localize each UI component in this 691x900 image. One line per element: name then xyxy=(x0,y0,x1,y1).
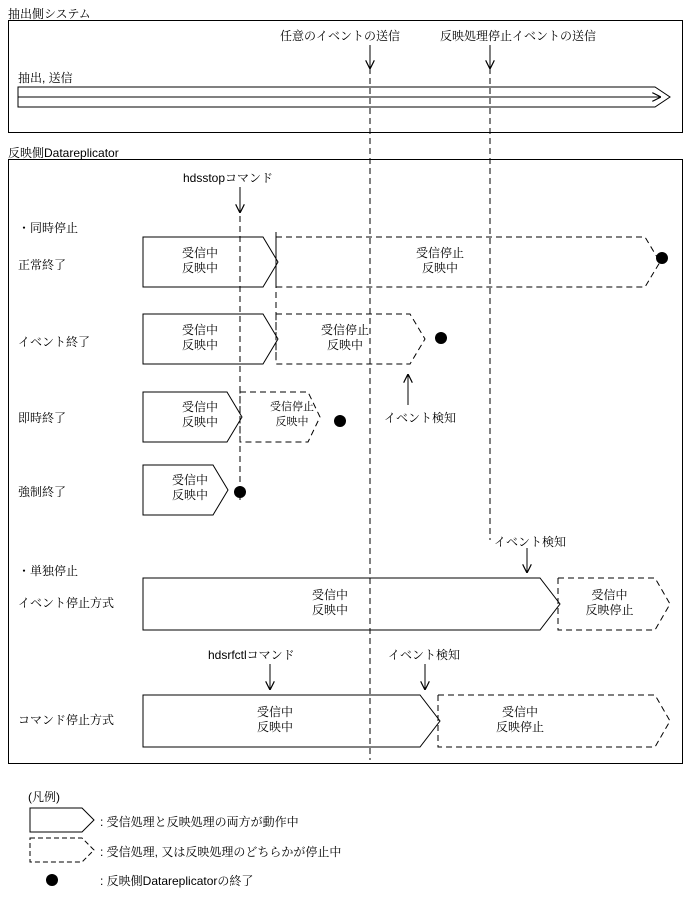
shape-text-line1: 受信中 xyxy=(181,323,218,337)
shape-text-line1: 受信中 xyxy=(591,588,628,602)
shape-text-r2s0 xyxy=(145,400,255,430)
shape-text-line2: 反映中 xyxy=(275,416,309,428)
shape-text-r1s0 xyxy=(145,323,255,353)
event-send-label: 任意のイベントの送信 xyxy=(280,29,401,43)
legend-marker-dashed-arrow xyxy=(30,838,94,862)
shape-text-line2: 反映中 xyxy=(326,338,363,352)
shape-text-line2: 反映中 xyxy=(311,603,348,617)
shape-text-r3s0 xyxy=(145,473,235,503)
shape-text-line2: 反映中 xyxy=(181,261,218,275)
shape-text-line1: 受信中 xyxy=(501,705,538,719)
group-label-single-stop: ・単独停止 xyxy=(18,564,79,578)
row-label-command-stop-method: コマンド停止方式 xyxy=(18,713,115,727)
shape-text-line2: 反映中 xyxy=(181,338,218,352)
extract-flow-label: 抽出, 送信 xyxy=(18,71,73,85)
row-label-normal-end: 正常終了 xyxy=(18,258,67,272)
legend-item-1-text: : 受信処理, 又は反映処理のどちらかが停止中 xyxy=(100,845,342,859)
shape-text-line1: 受信中 xyxy=(171,473,208,487)
shape-text-r4s0 xyxy=(230,588,430,618)
shape-text-line2: 反映中 xyxy=(181,415,218,429)
row-label-forced-end: 強制終了 xyxy=(18,485,67,499)
replicate-section-box xyxy=(8,159,683,764)
row-label-immediate-end: 即時終了 xyxy=(18,411,67,425)
legend-title: (凡例) xyxy=(28,790,60,804)
annotation-event-detect-1: イベント検知 xyxy=(384,411,457,425)
shape-text-r3s1 xyxy=(252,400,332,430)
legend-marker-solid-arrow xyxy=(30,808,94,832)
annotation-event-detect-3: イベント検知 xyxy=(388,648,461,662)
extract-section-title: 抽出側システム xyxy=(8,7,91,21)
shape-text-line2: 反映停止 xyxy=(585,603,634,617)
shape-text-r5s0 xyxy=(190,705,360,735)
shape-text-r0s0 xyxy=(145,246,255,276)
shape-text-line2: 反映中 xyxy=(171,488,208,502)
annotation-event-detect-2: イベント検知 xyxy=(494,535,567,549)
shape-text-line1: 受信停止 xyxy=(415,246,464,260)
group-label-sync-stop: ・同時停止 xyxy=(18,221,79,235)
annotation-hdsrfctl-command: hdsrfctlコマンド xyxy=(208,648,295,662)
shape-text-line2: 反映中 xyxy=(421,261,458,275)
shape-text-line1: 受信中 xyxy=(256,705,293,719)
shape-text-r5s1 xyxy=(440,705,600,735)
legend-marker-dot xyxy=(46,874,58,886)
hdsstop-command-label: hdsstopコマンド xyxy=(183,171,274,185)
shape-text-line1: 受信中 xyxy=(181,400,218,414)
shape-text-line1: 受信中 xyxy=(311,588,348,602)
shape-text-r0s1 xyxy=(350,246,530,276)
legend-item-2-text: : 反映側Datareplicatorの終了 xyxy=(100,874,254,888)
shape-text-line2: 反映停止 xyxy=(495,720,544,734)
shape-text-line1: 受信停止 xyxy=(320,323,369,337)
legend-item-0-text: : 受信処理と反映処理の両方が動作中 xyxy=(100,815,299,829)
replicate-section-title: 反映側Datareplicator xyxy=(8,146,119,160)
shape-text-r4s1 xyxy=(562,588,657,618)
row-label-event-stop-method: イベント停止方式 xyxy=(18,596,115,610)
shape-text-line1: 受信中 xyxy=(181,246,218,260)
row-label-event-end: イベント終了 xyxy=(18,335,91,349)
shape-text-line2: 反映中 xyxy=(256,720,293,734)
shape-text-line1: 受信停止 xyxy=(270,401,314,413)
stop-event-send-label: 反映処理停止イベントの送信 xyxy=(440,29,597,43)
shape-text-r1s1 xyxy=(290,323,400,353)
